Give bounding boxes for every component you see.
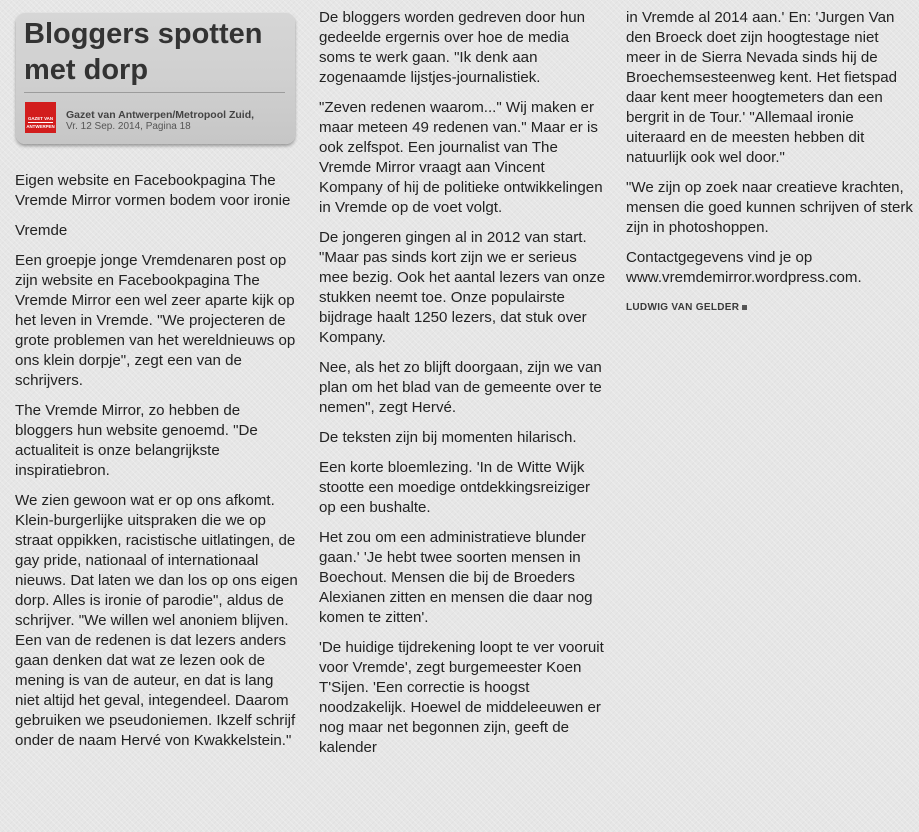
paragraph: Het zou om een administratieve blunder gaan.' 'Je hebt twee soorten mensen in Boechout. Mensen die bij de Broeders Alexianen zitten en mensen die daar nog komen te zitten'.: [319, 529, 593, 626]
paragraph: The Vremde Mirror, zo hebben de bloggers hun website genoemd. "De actualiteit is onze belangrijkste inspiratiebron.: [15, 402, 258, 479]
author-name: LUDWIG VAN GELDER: [626, 302, 740, 313]
article-column-3: [626, 8, 916, 318]
title-line-2: met dorp: [24, 54, 149, 86]
source-name: Gazet van Antwerpen/Metropool Zuid,: [66, 109, 255, 121]
end-of-article-icon: [742, 305, 747, 310]
newspaper-logo: [25, 102, 56, 133]
header-divider: [24, 92, 285, 93]
article-column-2: [319, 8, 609, 768]
logo-text-line-2: ANTWERPEN: [26, 124, 55, 129]
dateline: Vremde: [15, 222, 68, 239]
lead-paragraph: Eigen website en Facebookpagina The Vremde Mirror vormen bodem voor ironie: [15, 172, 291, 209]
paragraph: Nee, als het zo blijft doorgaan, zijn we van plan om het blad van de gemeente over te nemen", zegt Hervé.: [319, 359, 602, 416]
paragraph: "We zijn op zoek naar creatieve krachten, mensen die goed kunnen schrijven of sterk zijn in photoshoppen.: [626, 179, 913, 236]
logo-divider: [28, 122, 53, 123]
paragraph: We zien gewoon wat er op ons afkomt. Klein-burgerlijke uitspraken die we op straat oppikken, racistische uitlatingen, de gay pride, nationaal of internationaal nieuws. Dat laten we dan los op ons eigen dorp. Alles is ironie of parodie", aldus de schrijver. "We willen wel anoniem blijven. Een van de redenen is dat lezers anders gaan denken dat wat ze lezen ook de mening is van de auteur, en dat is lang niet altijd het geval, integendeel. Daarom gebruiken we pseudoniemen. Ikzelf schrijf onder de naam Hervé von Kwakkelstein.": [15, 492, 298, 749]
paragraph: in Vremde al 2014 aan.' En: 'Jurgen Van den Broeck doet zijn hoogtestage niet meer in de Sierra Nevada sinds hij de Broechemsesteenweg kent. Het fietspad daar kent meer hoogtemeters dan een bergrit in de Tour.' "Allemaal ironie uiteraard en de meesten hebben dit natuurlijk ook wel door.": [626, 9, 898, 166]
article-title: [24, 16, 292, 88]
title-line-1: Bloggers spotten: [24, 18, 263, 50]
paragraph: Een korte bloemlezing. 'In de Witte Wijk stootte een moedige ontdekkingsreiziger op een bushalte.: [319, 459, 591, 516]
paragraph: "Zeven redenen waarom..." Wij maken er maar meteen 49 redenen van." Maar er is ook zelfspot. Een journalist van The Vremde Mirror vraagt aan Vincent Kompany of hij de politieke ontwikkelingen in Vremde op de voet volgt.: [319, 99, 603, 216]
article-column-1: [15, 171, 300, 761]
author-byline: [626, 298, 916, 318]
logo-text-line-1: GAZET VAN: [27, 116, 54, 121]
paragraph: Een groepje jonge Vremdenaren post op zijn website en Facebookpagina The Vremde Mirror een wel zeer aparte kijk op het leven in Vremde. "We projecteren de grote problemen van het wereldnieuws op ons klein dorpje", zegt een van de schrijvers.: [15, 252, 296, 389]
article-header: [16, 13, 295, 144]
source-date-page: Vr. 12 Sep. 2014, Pagina 18: [66, 121, 191, 132]
paragraph: De jongeren gingen al in 2012 van start. "Maar pas sinds kort zijn we er serieus mee bezig. Ook het aantal lezers van onze stukken neemt toe. Onze populairste bijdrage haalt 1250 lezers, dat stuk over Kompany.: [319, 229, 606, 346]
paragraph: 'De huidige tijdrekening loopt te ver vooruit voor Vremde', zegt burgemeester Koen T'Sijen. 'Een correctie is hoogst noodzakelijk. Hoewel de middeleeuwen er nog maar net begonnen zijn, geeft de kalender: [319, 639, 604, 756]
paragraph: De bloggers worden gedreven door hun gedeelde ergernis over hoe de media soms te werk gaan. "Ik denk aan zogenaamde lijstjes-journalistiek.: [319, 9, 585, 86]
contact-paragraph: Contactgegevens vind je op www.vremdemirror.wordpress.com.: [626, 249, 862, 286]
paragraph: De teksten zijn bij momenten hilarisch.: [319, 429, 577, 446]
